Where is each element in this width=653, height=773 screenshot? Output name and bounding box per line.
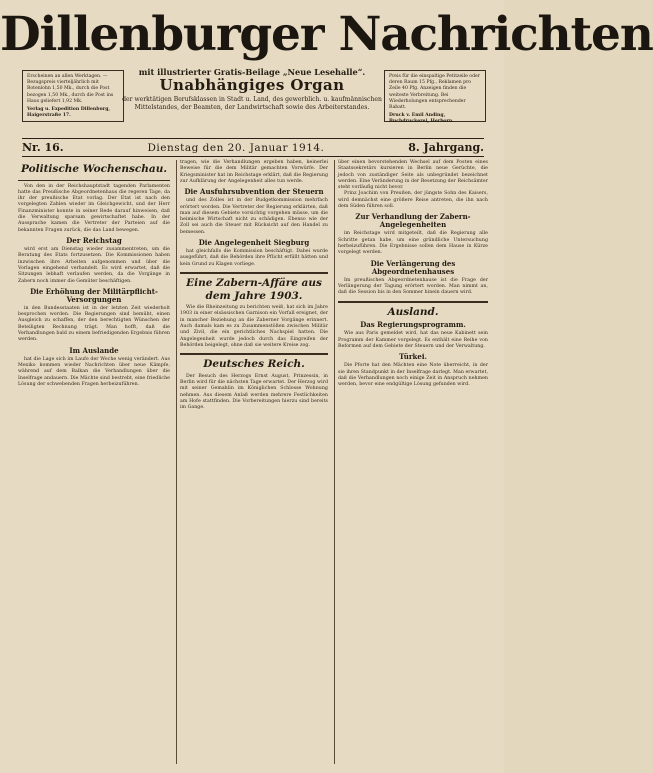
tagline: der werktätigen Berufsklassen in Stadt u. Land, des gewerblich. u. kaufmännischen Mittelstandes, der Beamten, der Landwirtschaft sowie des Arbeiterstandes. <box>122 95 382 111</box>
article-paragraph: Von den in der Reichshauptstadt tagenden Parlamenten hatte das Preußische Abgeordnetenhaus die regeren Tage, da ihr der preußische Etat vorlag. Der Etat ist nach den vorgelegten Zahlen wieder im Gleichgewicht, und der Herr Finanzminister konnte in seiner Rede darauf hinweisen, daß die Verwaltung sparsam gewirtschaftet habe. In der Aussprache kamen die Vertreter der Parteien auf die bekannten Fragen zurück, die das Land bewegen. <box>18 183 170 233</box>
masthead-title: Dillenburger Nachrichten <box>0 7 653 62</box>
subheading: Die Ausfuhrsubvention der Steuern <box>184 187 324 197</box>
article-paragraph: hat die Lage sich im Laufe der Woche wenig verändert. Aus Mexiko kommen wieder Nachrichten über neue Kämpfe, während auf dem Balkan die Verhandlungen über die Inselfrage andauern. Die Mächte sind bestrebt, eine friedliche Lösung der schwebenden Fragen herbeizuführen. <box>18 356 170 387</box>
divider <box>338 301 488 303</box>
section-heading-abroad: Ausland. <box>387 305 439 318</box>
column-1 <box>18 160 170 764</box>
article-paragraph: wird erst am Dienstag wieder zusammentreten, um die Beratung des Etats fortzusetzen. Die Kommissionen haben inzwischen ihre Arbeiten aufgenommen und über die Vorlagen eingehend verhandelt. Es wird erwartet, daß die Sitzungen lebhaft verlaufen werden, da die Vorgänge in Zabern noch immer die Gemüter beschäftigen. <box>18 247 170 284</box>
article-paragraph: und des Zolles ist in der Budgetkommission mehrfach erörtert worden. Die Vertreter der Regierung erklärten, daß man auf diesem Gebiete vorsichtig vorgehen müsse, um die heimische Wirtschaft nicht zu schädigen. Ebenso wie der Zoll sei auch die Steuer mit Rücksicht auf den Handel zu bemessen. <box>180 198 328 235</box>
article-heading-zabern: Eine Zabern-Affäre aus dem Jahre 1903. <box>186 276 322 302</box>
subheading: Die Angelegenheit Siegburg <box>198 238 310 248</box>
subheading: Die Erhöhung der Militärpflicht-Versorgungen <box>30 286 158 304</box>
publisher-info: Verlag u. Expedition Dillenburg, Haigerstraße 17. <box>27 106 111 119</box>
advertising-info-text: Preis für die einspaltige Petitzeile oder deren Raum 15 Pfg., Reklamen pro Zeile 40 Pfg. Anzeigen finden die weiteste Verbreitung. Bei Wiederholungen entsprechender Rabatt. <box>389 74 480 110</box>
subscription-info-text: Erscheinen an allen Werktagen. — Bezugspreis vierteljährlich mit Botenlohn 1,50 Mk., durch die Post bezogen 1,50 Mk., durch die Post ins Haus geliefert 1,92 Mk. <box>27 74 114 104</box>
article-paragraph: Wie aus Paris gemeldet wird, hat das neue Kabinett sein Programm der Kammer vorgelegt. Es enthält eine Reihe von Reformen auf dem Gebiete der Steuern und der Verwaltung. <box>338 331 488 349</box>
organ-line: Unabhängiges Organ <box>159 76 345 95</box>
subheading: Der Reichstag <box>66 235 122 245</box>
article-paragraph: Im preußischen Abgeordnetenhause ist die Frage der Verlängerung der Tagung erörtert worden. Man nimmt an, daß die Session bis in den Sommer hinein dauern wird. <box>338 277 488 296</box>
article-paragraph: Prinz Joachim von Preußen, der jüngste Sohn des Kaisers, wird demnächst eine größere Reise antreten, die ihn nach dem Süden führen soll. <box>338 191 488 210</box>
column-3 <box>334 160 488 764</box>
article-paragraph: über einen bevorstehenden Wechsel auf dem Posten eines Staatssekretärs kursieren in Berlin neue Gerüchte, die jedoch von zuständiger Seite als unbegründet bezeichnet werden. Eine Veränderung in der Besetzung der Reichsämter steht vorläufig nicht bevor. <box>338 160 488 191</box>
subscription-info-box <box>22 70 124 122</box>
subhead <box>118 68 386 112</box>
issue-bar <box>22 138 484 157</box>
subheading: Im Auslande <box>69 345 119 355</box>
divider <box>180 353 328 355</box>
printer-info: Druck v. Emil Anding, Buchdruckerei, Herborn. <box>389 113 454 125</box>
article-paragraph: in den Bundesstaaten ist in der letzten Zeit wiederholt besprochen worden. Die Regierungen sind bemüht, einen Ausgleich zu schaffen, der den berechtigten Wünschen der Beteiligten Rechnung trägt. Man hofft, daß die Verhandlungen bald zu einem befriedigenden Ergebnis führen werden. <box>18 305 170 343</box>
article-paragraph: hat gleichfalls die Kommission beschäftigt. Dabei wurde ausgeführt, daß die Behörden ihre Pflicht erfüllt hätten und kein Grund zu Klagen vorliege. <box>180 249 328 267</box>
supplement-line: mit illustrierter Gratis-Beilage „Neue Lesehalle“. <box>138 67 366 77</box>
issue-volume: 8. Jahrgang. <box>408 141 484 154</box>
issue-number: Nr. 16. <box>22 141 64 154</box>
advertising-info-box <box>384 70 486 125</box>
article-paragraph: Wie die Rheinzeitung zu berichten weiß, hat sich im Jahre 1903 in einer elsässischen Garnison ein Vorfall ereignet, der in mancher Beziehung an die Zaberner Vorgänge erinnert. Auch damals kam es zu Zusammenstößen zwischen Militär und Zivil, die ein gerichtliches Nachspiel hatten. Die Angelegenheit wurde jedoch durch das Eingreifen der Behörden beigelegt, ohne daß sie weitere Kreise zog. <box>180 305 328 348</box>
article-paragraph: Der Besuch des Herzogs Ernst August, Prinzessin, in Berlin wird für die nächsten Tage erwartet. Der Herzog wird mit seiner Gemahlin im Königlichen Schlosse Wohnung nehmen. Aus diesem Anlaß werden mehrere Festlichkeiten am Hofe stattfinden. Die Vorbereitungen hierzu sind bereits im Gange. <box>180 373 328 411</box>
subheading: Die Verlängerung des Abgeordnetenhauses <box>370 258 456 276</box>
section-heading-politics: Politische Wochenschau. <box>20 163 168 175</box>
section-heading-reich: Deutsches Reich. <box>203 358 305 371</box>
article-paragraph: im Reichstage wird mitgeteilt, daß die Regierung alle Schritte getan habe, um eine gründliche Untersuchung herbeizuführen. Die Ergebnisse sollen dem Hause in Kürze vorgelegt werden. <box>338 231 488 256</box>
issue-date: Dienstag den 20. Januar 1914. <box>147 141 325 154</box>
subheading: Türkei. <box>399 352 427 362</box>
subheading: Zur Verhandlung der Zabern-Angelegenheiten <box>355 212 471 230</box>
article-paragraph: tragen, wie die Verhandlungen ergeben haben, keinerlei Beweise für die dem Militär gemachten Vorwürfe. Der Kriegsminister hat im Reichstage erklärt, daß die Regierung zur Aufklärung der Angelegenheit alles tun werde. <box>180 160 328 184</box>
column-2 <box>176 160 328 764</box>
article-paragraph: Die Pforte hat den Mächten eine Note überreicht, in der sie ihren Standpunkt in der Inselfrage darlegt. Man erwartet, daß die Verhandlungen noch einige Zeit in Anspruch nehmen werden, bevor eine endgültige Lösung gefunden wird. <box>338 363 488 388</box>
divider <box>18 180 170 181</box>
subheading: Das Regierungsprogramm. <box>360 320 466 330</box>
divider <box>180 272 328 274</box>
